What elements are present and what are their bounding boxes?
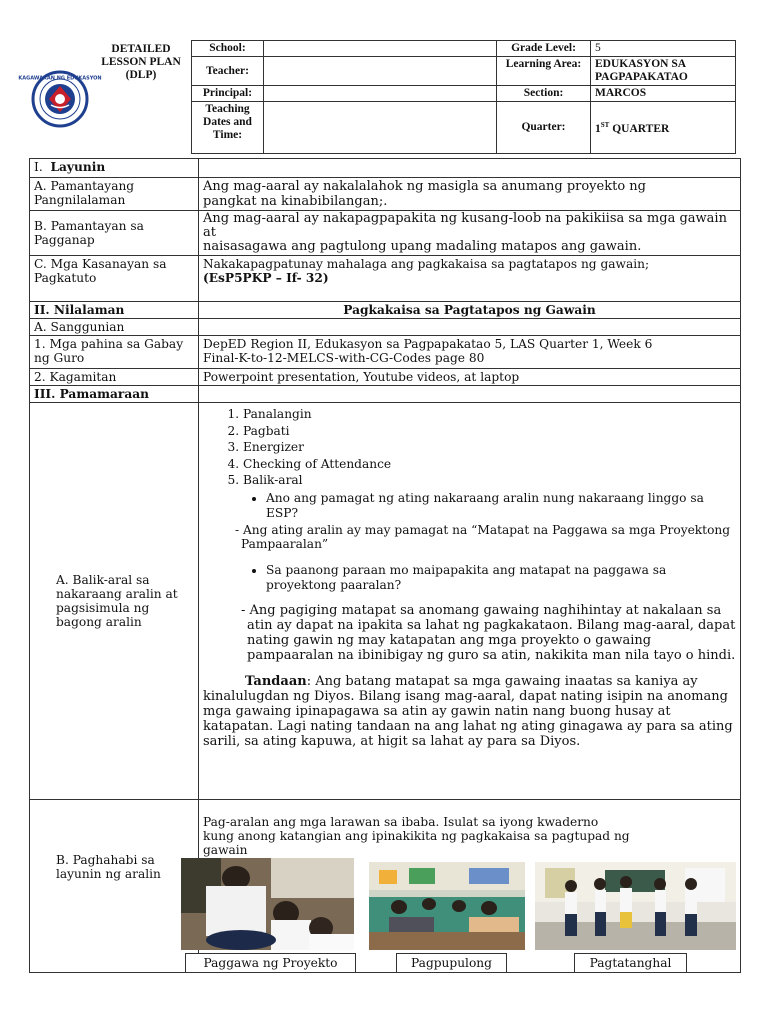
pamamaraan-heading: III. Pamamaraan xyxy=(30,386,199,403)
quarter-value xyxy=(591,102,736,154)
quarter-num: 1 xyxy=(595,122,601,135)
kasanayan-label: C. Mga Kasanayan sa Pagkatuto xyxy=(30,256,199,302)
kagamitan-label: 2. Kagamitan xyxy=(30,369,199,386)
question-1: • Ano ang pamagat ng ating nakaraang aralin nung nakaraang linggo sa ESP? xyxy=(266,491,736,521)
quarter-rest: QUARTER xyxy=(609,122,670,135)
nilalaman-heading: II. Nilalaman xyxy=(30,302,199,319)
step-item: 1. Panalangin xyxy=(243,406,736,423)
answer-2: - Ang pagiging matapat sa anomang gawaing naghihintay at nakalaan sa atin ay dapat na ipakita sa lahat ng pagkakataon. Bilang mag-aaral, dapat nating gawin ng may katapatan ang mga proyekto o gawaing pampaaralan na ibinibigay ng guro sa atin, nakikita man nila tayo o hindi. xyxy=(241,602,736,663)
deped-seal-icon xyxy=(18,70,102,128)
step-item: 5. Balik-aral xyxy=(243,472,736,489)
pahina-text-2: Final-K-to-12-MELCS-with-CG-Codes page 80 xyxy=(203,351,485,365)
pahina-text xyxy=(199,336,741,369)
question-2-list xyxy=(203,563,736,593)
grade-value: 5 xyxy=(591,41,736,57)
principal-value xyxy=(264,86,497,102)
kasanayan-desc: Nakakapagpatunay mahalaga ang pagkakaisa sa pagtatapos ng gawain; xyxy=(203,257,650,271)
pagganap-text xyxy=(199,211,741,256)
caption-meeting: Pagpupulong xyxy=(396,953,507,973)
layunin-num: I. xyxy=(34,160,43,174)
svg-text:KAGAWARAN NG EDUKASYON: KAGAWARAN NG EDUKASYON xyxy=(18,75,102,82)
kagamitan-text: Powerpoint presentation, Youtube videos, at laptop xyxy=(199,369,741,386)
principal-label: Principal: xyxy=(192,86,264,102)
tandaan-paragraph xyxy=(203,674,736,749)
tandaan-text: : Ang batang matapat sa mga gawaing inaatas sa kaniya ay kinalulugdan ng Diyos. Bilang isang mag-aaral, dapat nating isipin na anomang mga gawaing ipinapagawa sa atin ay gawin natin nang buong husay at katapatan. Lagi nating tandaan na ang lahat ng ating ginagawa ay para sa ating sarili, sa ating kapuwa, at higit sa lahat ay para sa Diyos. xyxy=(203,673,733,749)
teacher-value xyxy=(264,57,497,86)
pagganap-label: B. Pamantayan sa Pagganap xyxy=(30,211,199,256)
pagganap-text-2: naisasagawa ang pagtulong upang madaling matapos ang gawain. xyxy=(203,239,642,254)
pahina-text-1: DepED Region II, Edukasyon sa Pagpapakatao 5, LAS Quarter 1, Week 6 xyxy=(203,337,653,351)
school-label: School: xyxy=(192,41,264,57)
quarter-label: Quarter: xyxy=(497,102,591,154)
pamantayang-label: A. Pamantayang Pangnilalaman xyxy=(30,178,199,211)
pamamaraan-empty xyxy=(199,386,741,403)
caption-performance: Pagtatanghal xyxy=(574,953,687,973)
dlp-title: DETAILED LESSON PLAN (DLP) xyxy=(101,42,181,81)
nilalaman-title: Pagkakaisa sa Pagtatapos ng Gawain xyxy=(199,302,741,319)
layunin-title: Layunin xyxy=(50,160,106,174)
dlp-header-table xyxy=(18,40,736,154)
balik-aral-content xyxy=(199,403,741,800)
kasanayan-text xyxy=(199,256,741,302)
area-value: EDUKASYON SA PAGPAPAKATAO xyxy=(591,57,736,86)
teacher-label: Teacher: xyxy=(192,57,264,86)
kasanayan-code: (EsP5PKP – If- 32) xyxy=(203,271,329,285)
area-label: Learning Area: xyxy=(497,57,591,86)
step-item: 2. Pagbati xyxy=(243,423,736,440)
grade-label: Grade Level: xyxy=(497,41,591,57)
tandaan-label: Tandaan xyxy=(245,673,307,689)
paghahabi-instructions: Pag-aralan ang mga larawan sa ibaba. Isulat sa iyong kwaderno kung anong katangian ang ipinakikita ng pagkakaisa sa pagtupad ng gawain xyxy=(199,800,741,973)
logo-cell xyxy=(18,41,102,154)
school-value xyxy=(264,41,497,57)
students-project-photo xyxy=(181,858,354,950)
question-2: • Sa paanong paraan mo maipapakita ang matapat na paggawa sa proyektong paaralan? xyxy=(266,563,736,593)
paghahabi-label: B. Paghahabi sa layunin ng aralin xyxy=(30,800,199,973)
answer-1: - Ang ating aralin ay may pamagat na “Matapat na Paggawa sa mga Proyektong Pampaaralan” xyxy=(235,522,731,551)
layunin-heading xyxy=(30,159,199,178)
dates-value xyxy=(264,102,497,154)
question-1-list xyxy=(203,491,736,521)
lesson-plan-table xyxy=(29,158,741,973)
steps-list xyxy=(203,406,736,489)
section-label: Section: xyxy=(497,86,591,102)
pagganap-text-1: Ang mag-aaral ay nakapagpapakita ng kusang-loob na pakikiisa sa mga gawain at xyxy=(203,211,727,240)
classroom-meeting-photo xyxy=(369,862,525,950)
sanggunian-label: A. Sanggunian xyxy=(30,319,199,336)
caption-project: Paggawa ng Proyekto xyxy=(185,953,356,973)
dates-label: Teaching Dates and Time: xyxy=(192,102,264,154)
layunin-empty xyxy=(199,159,741,178)
step-item: 3. Energizer xyxy=(243,439,736,456)
quarter-sup: ST xyxy=(600,121,610,130)
section-value: MARCOS xyxy=(591,86,736,102)
students-performance-photo xyxy=(535,862,736,950)
pamantayang-text: Ang mag-aaral ay nakalalahok ng masigla sa anumang proyekto ng pangkat na kinabibilangan;. xyxy=(199,178,741,211)
balik-aral-label: A. Balik-aral sa nakaraang aralin at pagsisimula ng bagong aralin xyxy=(30,403,199,800)
pahina-label: 1. Mga pahina sa Gabay ng Guro xyxy=(30,336,199,369)
step-item: 4. Checking of Attendance xyxy=(243,456,736,473)
sanggunian-empty xyxy=(199,319,741,336)
